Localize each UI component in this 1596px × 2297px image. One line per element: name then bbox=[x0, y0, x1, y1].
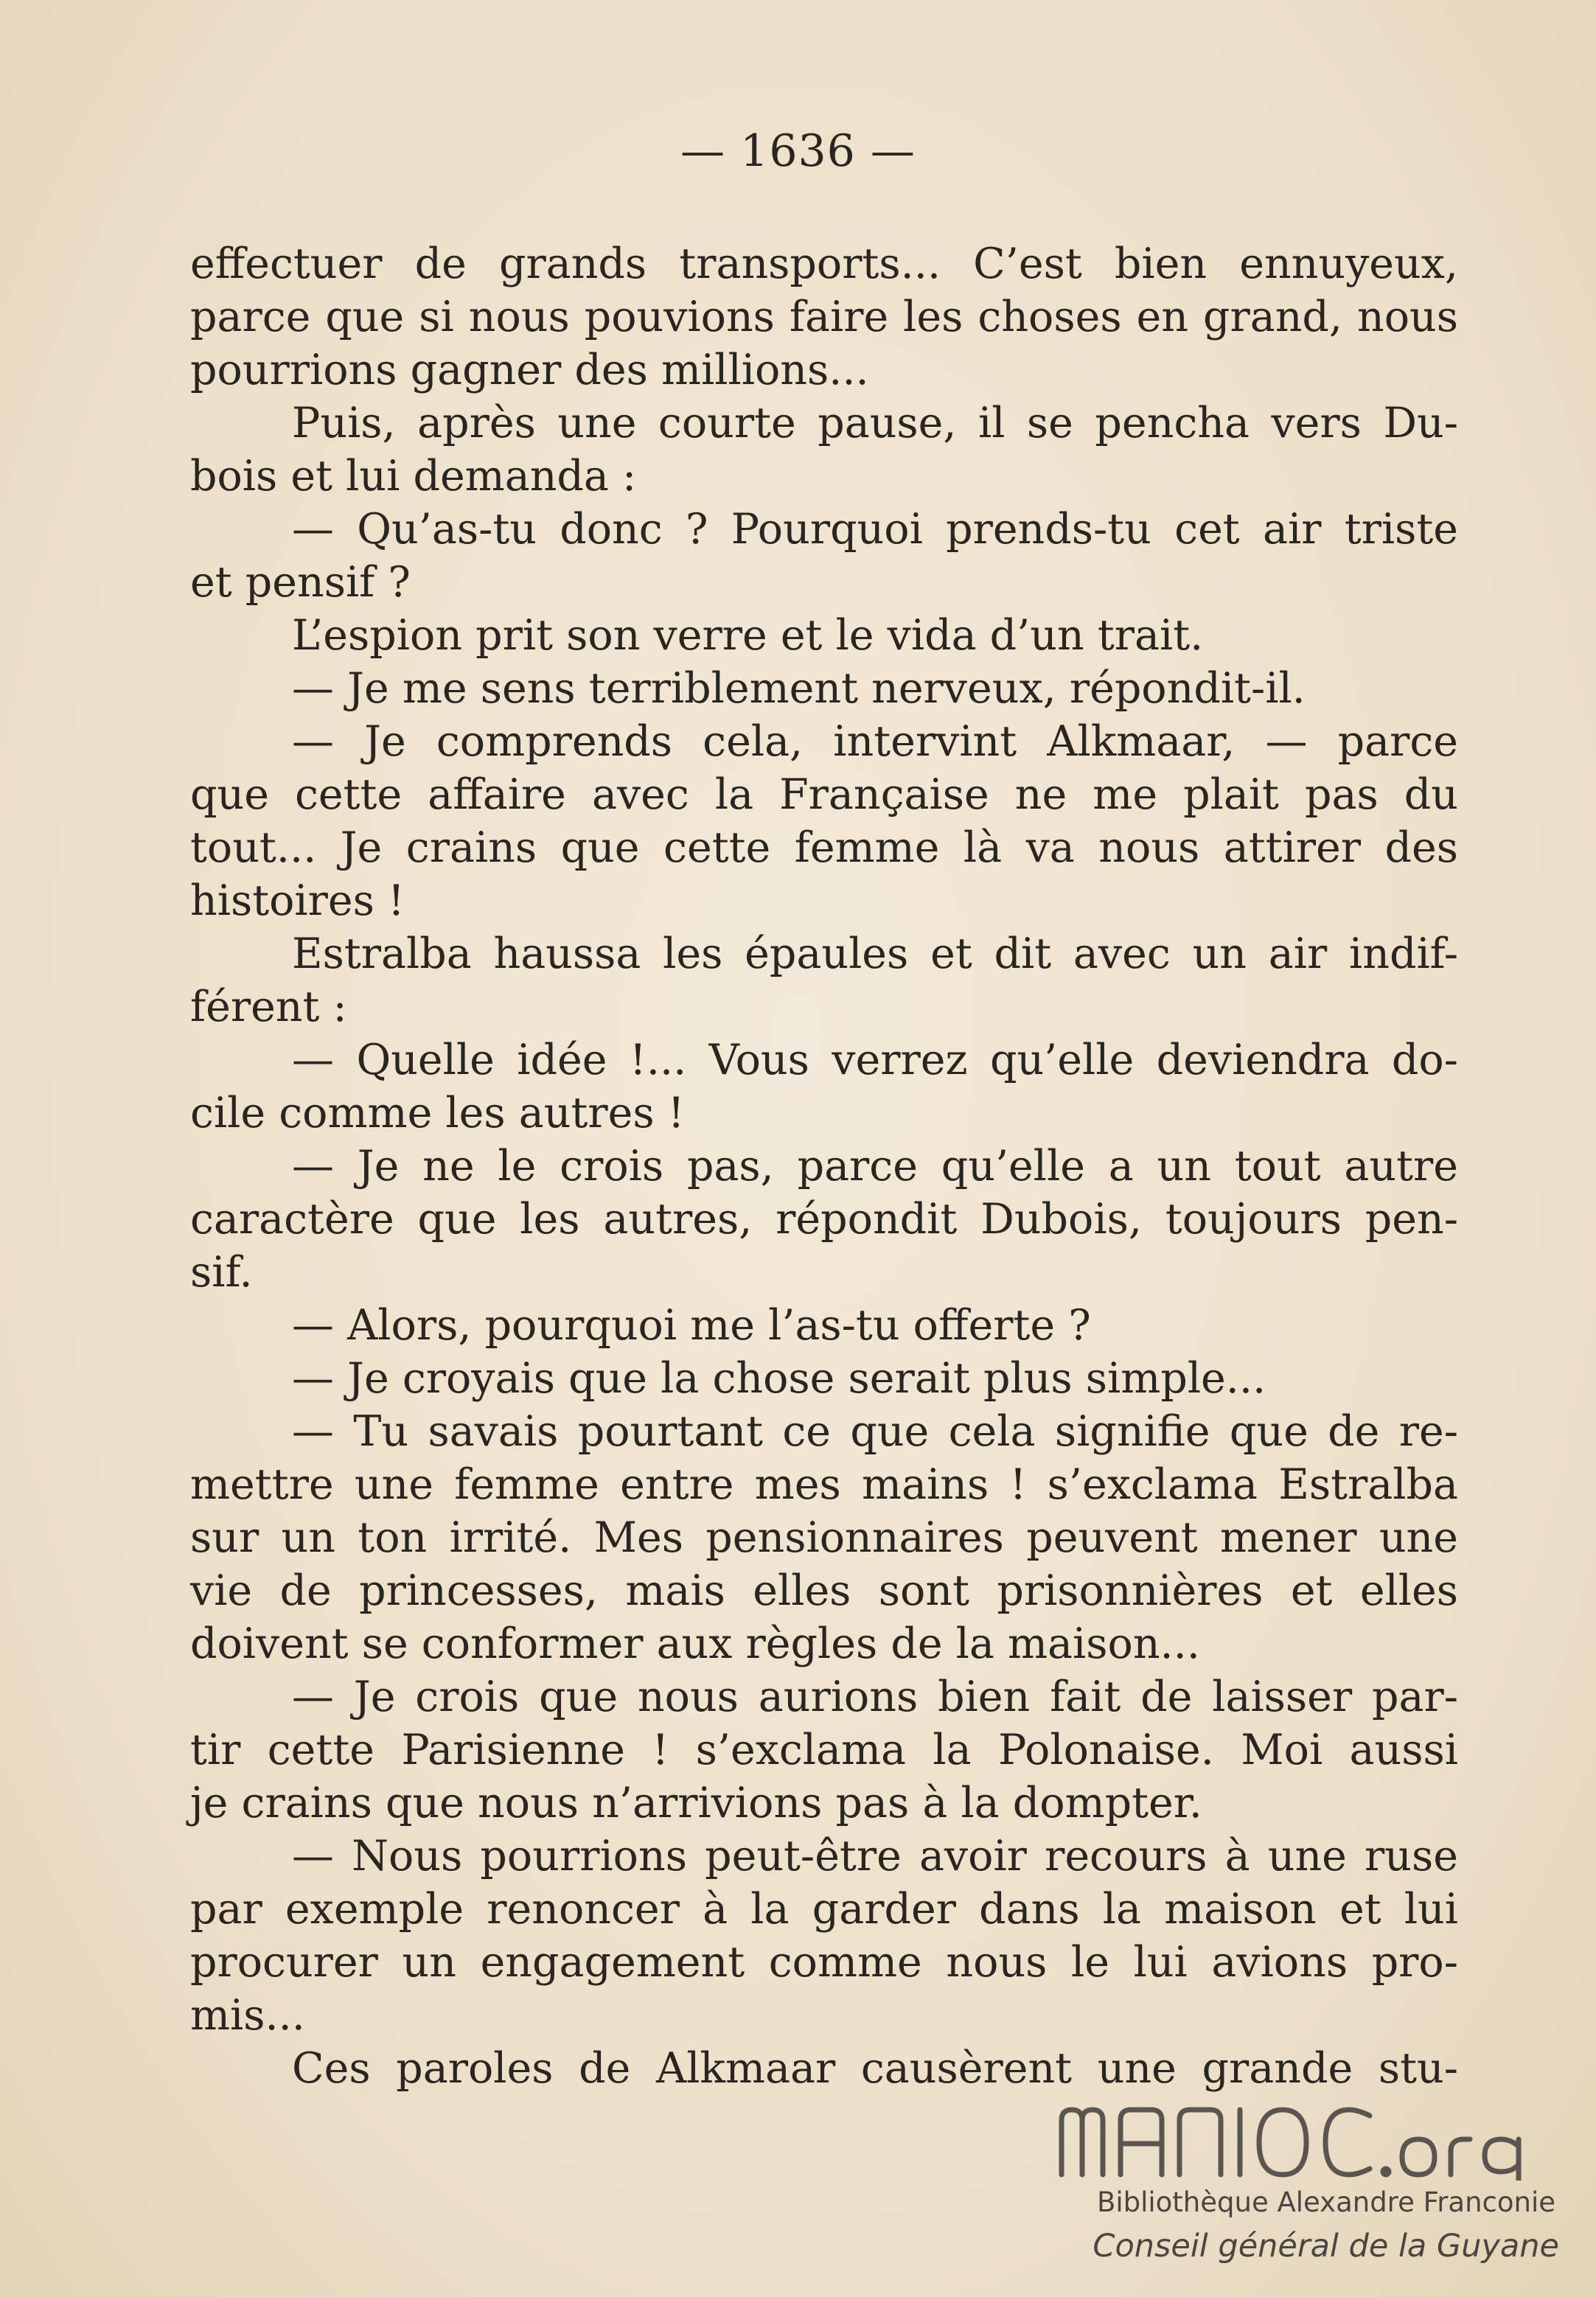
text-line: bois et lui demanda : bbox=[190, 452, 637, 501]
text-line: mis... bbox=[190, 1991, 305, 2040]
text-line: sur un ton irrité. Mes pensionnaires peuvent mener une bbox=[190, 1513, 1458, 1562]
text-line: par exemple renoncer à la garder dans la maison et lui bbox=[190, 1885, 1458, 1934]
text-line: — Tu savais pourtant ce que cela signifie que de re- bbox=[292, 1407, 1458, 1456]
text-line: férent : bbox=[190, 983, 347, 1031]
text-line: — Je me sens terriblement nerveux, répondit-il. bbox=[292, 664, 1306, 713]
text-line: — Alors, pourquoi me l’as-tu offerte ? bbox=[292, 1301, 1091, 1350]
text-line: L’espion prit son verre et le vida d’un trait. bbox=[292, 611, 1204, 660]
page-number: — 1636 — bbox=[680, 125, 916, 177]
text-line: cile comme les autres ! bbox=[190, 1089, 685, 1137]
text-line: — Nous pourrions peut-être avoir recours à une ruse bbox=[292, 1832, 1458, 1881]
text-line: vie de princesses, mais elles sont prisonnières et elles bbox=[190, 1566, 1458, 1615]
text-line: que cette affaire avec la Française ne me plait pas du bbox=[190, 770, 1458, 819]
manioc-logo-icon bbox=[1053, 2099, 1561, 2181]
text-line: je crains que nous n’arrivions pas à la dompter. bbox=[190, 1779, 1202, 1827]
text-line: parce que si nous pouvions faire les choses en grand, nous bbox=[190, 293, 1458, 341]
council-name: Conseil général de la Guyane bbox=[1093, 2228, 1559, 2265]
text-line: procurer un engagement comme nous le lui avions pro- bbox=[190, 1938, 1458, 1987]
text-line: — Je comprends cela, intervint Alkmaar, — parce bbox=[292, 717, 1458, 766]
text-line: Estralba haussa les épaules et dit avec un air indif- bbox=[292, 930, 1458, 978]
text-line: — Je ne le crois pas, parce qu’elle a un tout autre bbox=[292, 1142, 1458, 1191]
text-line: tout... Je crains que cette femme là va nous attirer des bbox=[190, 823, 1458, 872]
library-name: Bibliothèque Alexandre Franconie bbox=[1096, 2186, 1555, 2218]
text-line: tir cette Parisienne ! s’exclama la Polonaise. Moi aussi bbox=[190, 1726, 1458, 1774]
text-line: pourrions gagner des millions... bbox=[190, 346, 869, 394]
text-line: effectuer de grands transports... C’est bien ennuyeux, bbox=[190, 240, 1458, 288]
text-line: Ces paroles de Alkmaar causèrent une grande stu- bbox=[292, 2044, 1458, 2093]
text-line: — Je crois que nous aurions bien fait de laisser par- bbox=[292, 1673, 1458, 1721]
text-line: mettre une femme entre mes mains ! s’exclama Estralba bbox=[190, 1460, 1458, 1509]
body-text bbox=[190, 237, 1458, 2095]
text-line: et pensif ? bbox=[190, 558, 411, 607]
text-line: — Quelle idée !... Vous verrez qu’elle deviendra do- bbox=[292, 1036, 1458, 1084]
text-line: — Je croyais que la chose serait plus simple... bbox=[292, 1354, 1266, 1403]
text-line: histoires ! bbox=[190, 876, 405, 925]
text-line: sif. bbox=[190, 1248, 253, 1297]
text-line: caractère que les autres, répondit Dubois, toujours pen- bbox=[190, 1195, 1458, 1244]
text-line: Puis, après une courte pause, il se pencha vers Du- bbox=[292, 399, 1458, 447]
manioc-watermark bbox=[1047, 2099, 1563, 2276]
text-line: doivent se conformer aux règles de la maison... bbox=[190, 1620, 1200, 1668]
text-line: — Qu’as-tu donc ? Pourquoi prends-tu cet air triste bbox=[292, 505, 1458, 554]
